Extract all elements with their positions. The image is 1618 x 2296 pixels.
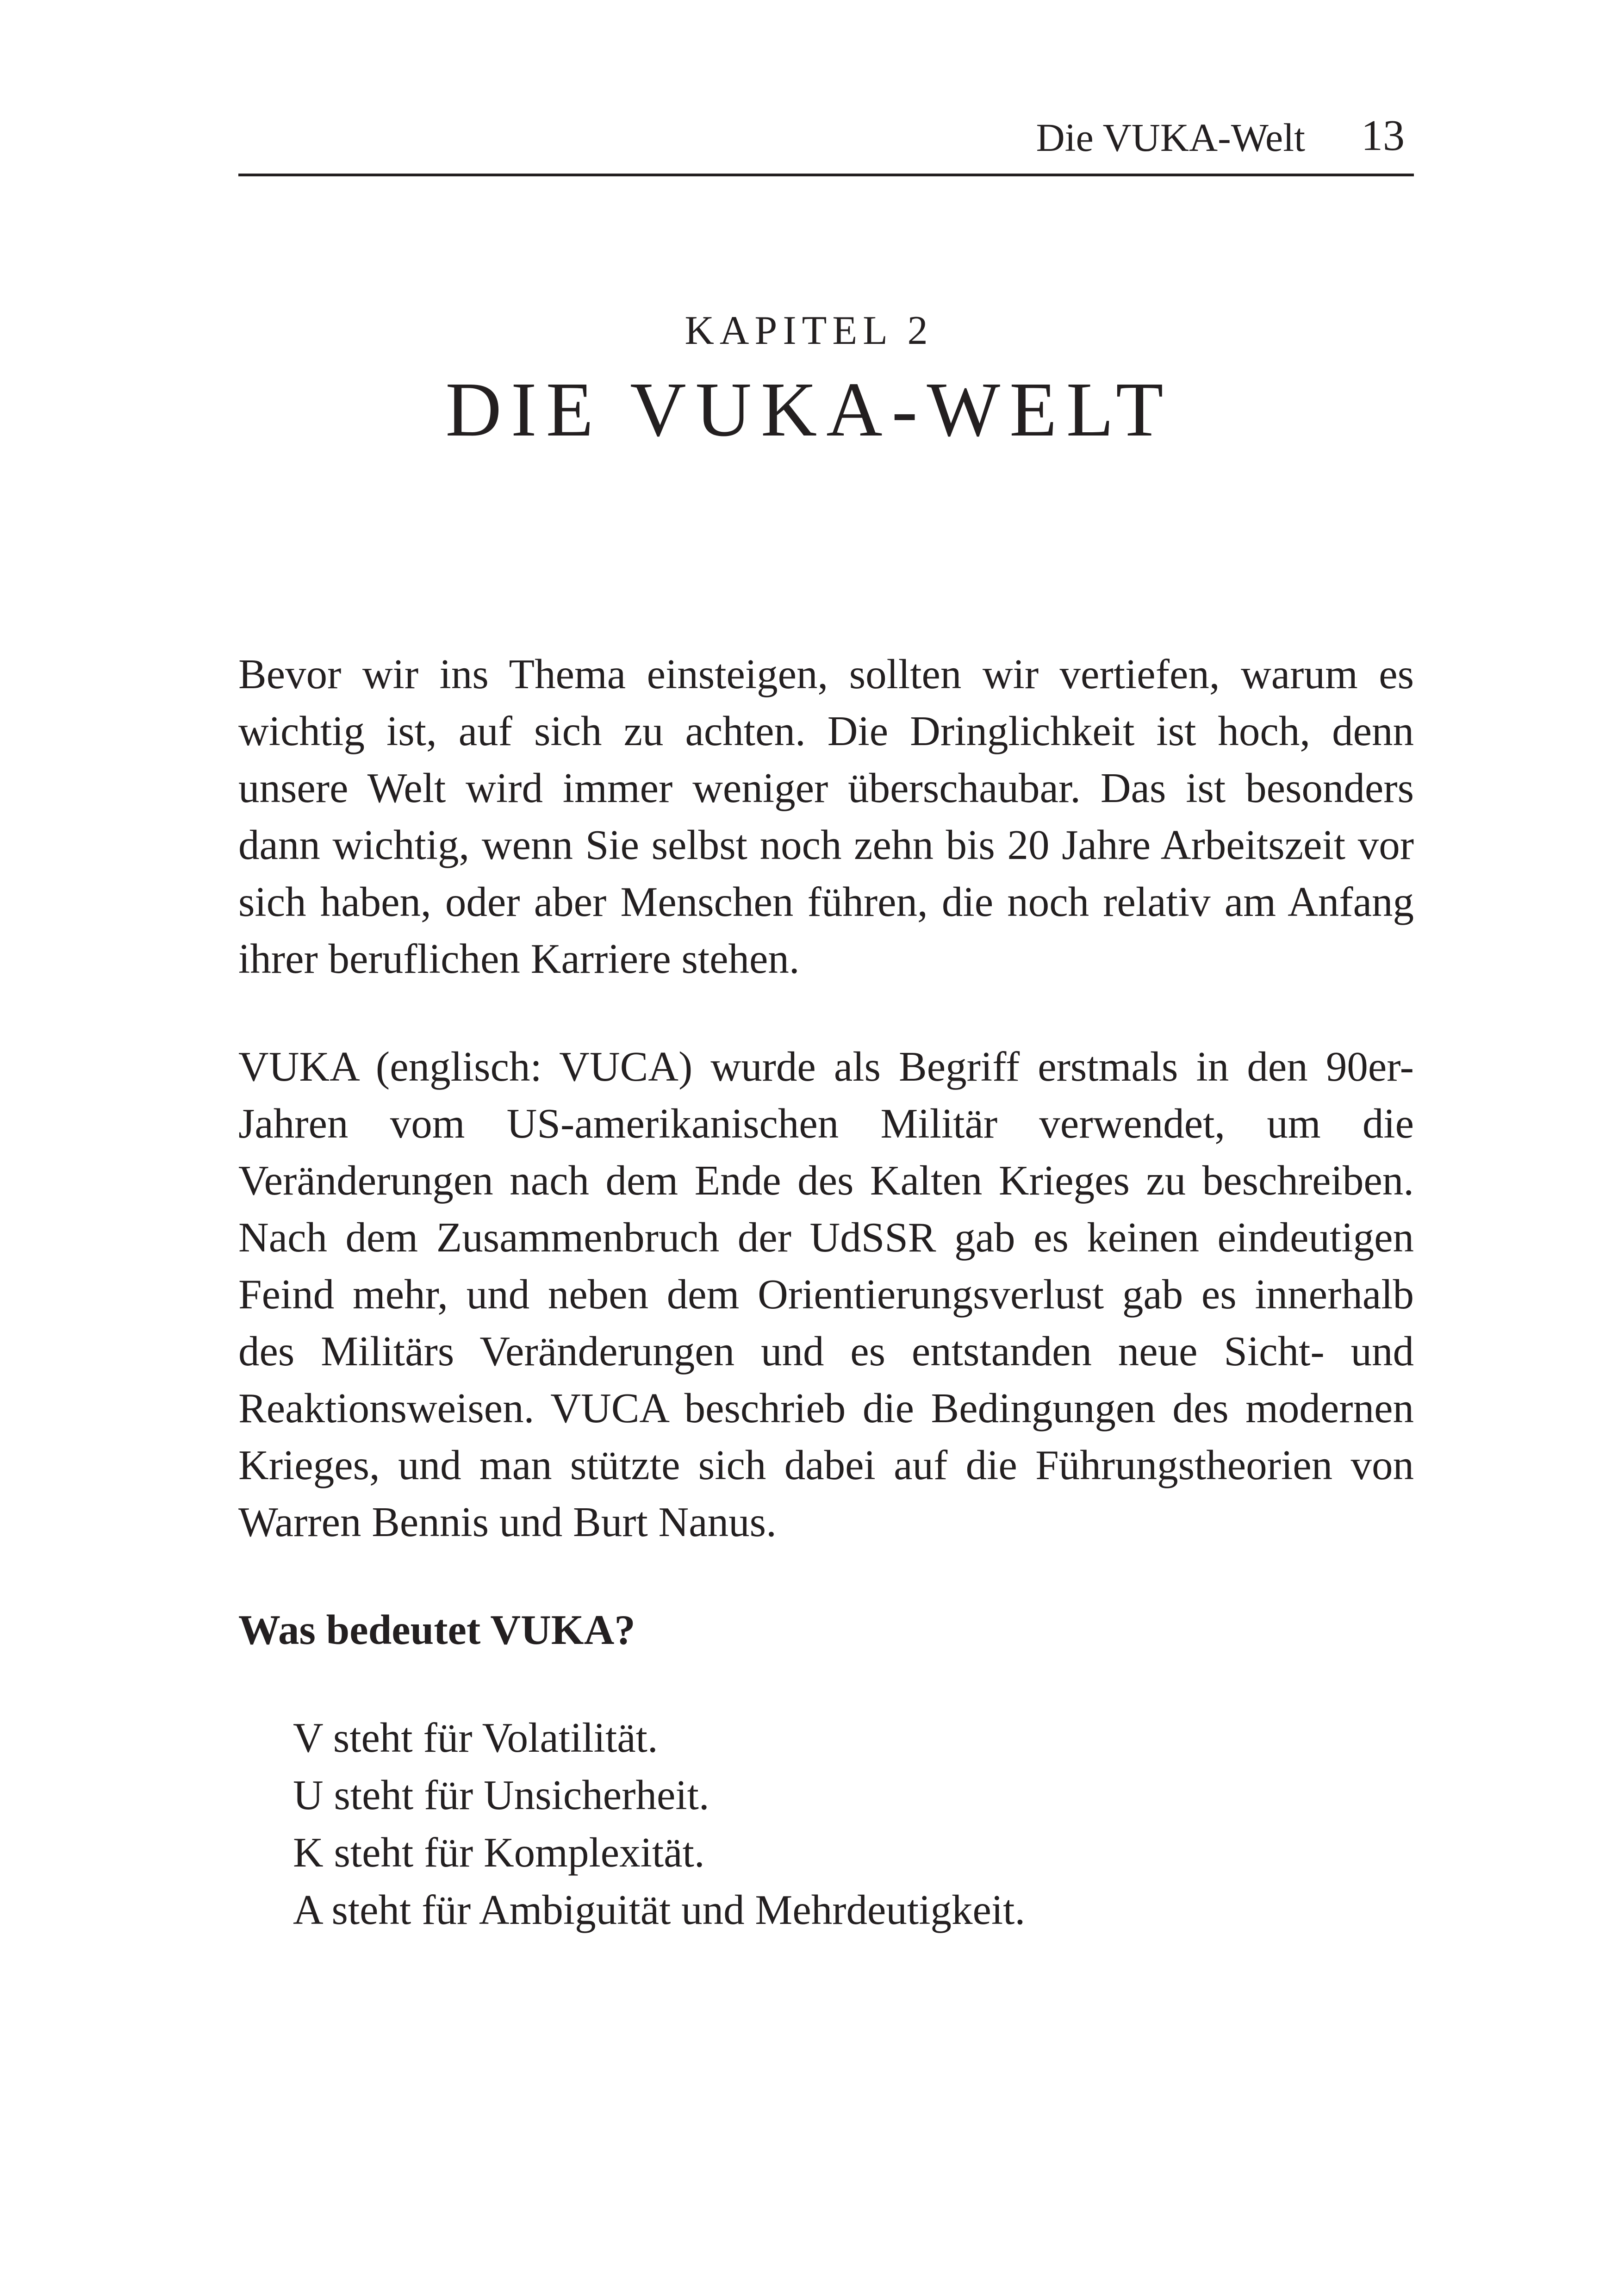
chapter-label: KAPITEL 2	[685, 308, 933, 353]
vuka-definition-list	[238, 1709, 1414, 1939]
list-item: K steht für Komplexität.	[293, 1829, 705, 1876]
chapter-title: DIE VUKA-WELT	[445, 367, 1173, 453]
paragraph-vuka-history: VUKA (englisch: VUCA) wurde als Begriff erstmals in den 90er-Jahren vom US-amerikanischen Militär verwendet, um die Veränderungen nach dem Ende des Kalten Krieges zu beschreiben. Nach dem Zusammenbruch der UdSSR gab es keinen eindeutigen Feind mehr, und neben dem Orientierungsverlust gab es innerhalb des Militärs Veränderungen und es entstanden neue Sicht- und Reaktionsweisen. VUCA beschrieb die Bedingungen des modernen Krieges, und man stützte sich dabei auf die Führungstheorien von Warren Bennis und Burt Nanus.	[238, 1043, 1414, 1545]
running-header-title: Die VUKA-Welt	[1036, 115, 1305, 160]
list-item: U steht für Unsicherheit.	[293, 1772, 709, 1818]
running-header	[238, 104, 1414, 176]
body-text	[238, 646, 1414, 1939]
list-item: A steht für Ambiguität und Mehrdeutigkeit.	[293, 1886, 1026, 1933]
paragraph-intro: Bevor wir ins Thema einsteigen, sollten wir vertiefen, warum es wichtig ist, auf sich zu achten. Die Dringlichkeit ist hoch, denn unsere Welt wird immer weniger überschaubar. Das ist besonders dann wichtig, wenn Sie selbst noch zehn bis 20 Jahre Arbeitszeit vor sich haben, oder aber Menschen führen, die noch relativ am Anfang ihrer beruflichen Karriere stehen.	[238, 651, 1414, 982]
page-number: 13	[1361, 112, 1405, 160]
section-heading: Was bedeutet VUKA?	[238, 1606, 635, 1653]
list-item: V steht für Volatilität.	[293, 1714, 658, 1761]
